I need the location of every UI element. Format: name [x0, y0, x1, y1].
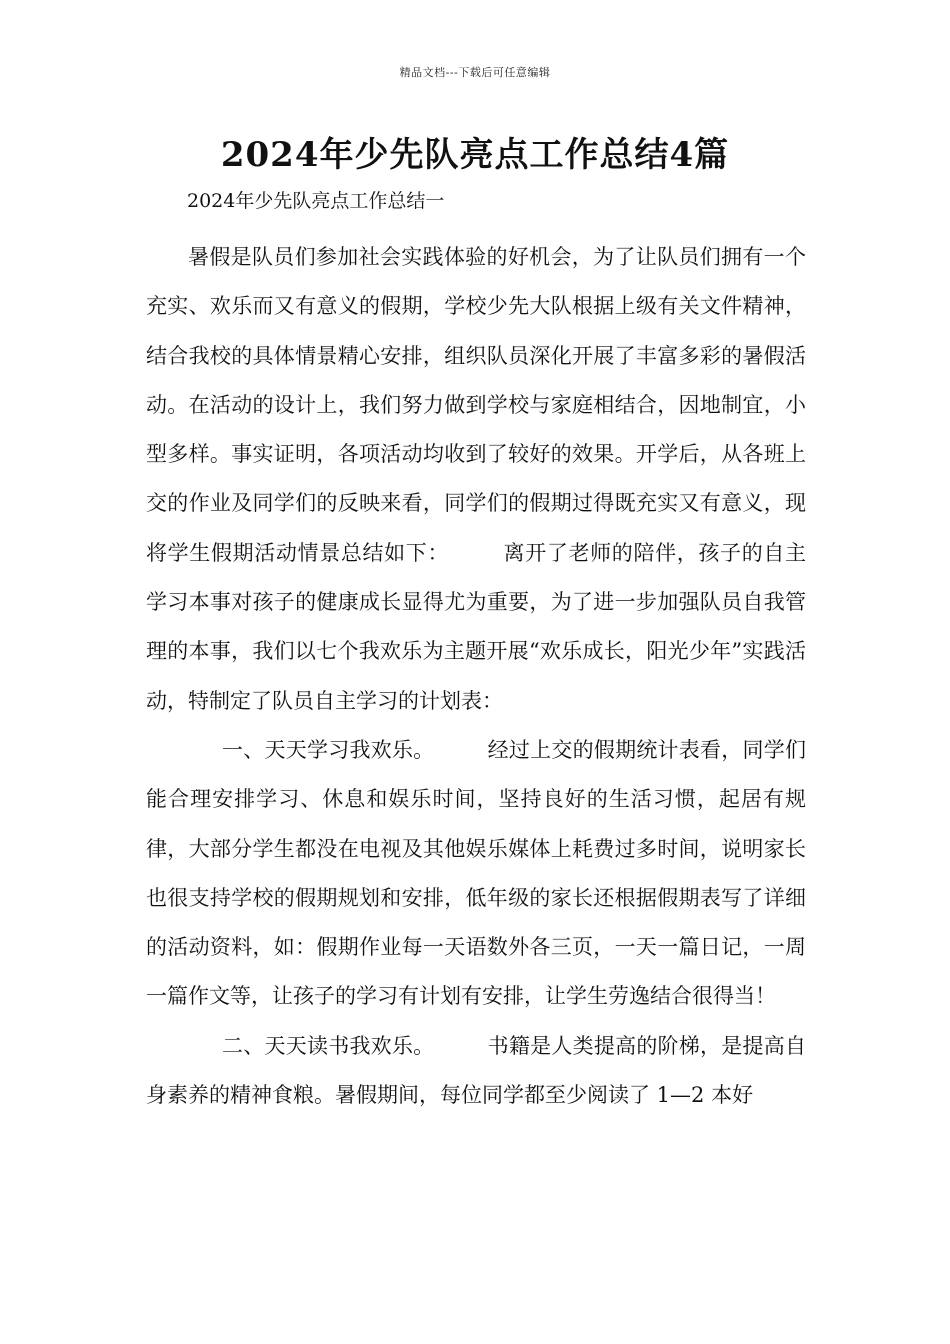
paragraph-study: 一、天天学习我欢乐。 经过上交的假期统计表看，同学们能合理安排学习、休息和娱乐时间，坚持良好的生活习惯，起居有规律，大部分学生都没在电视及其他娱乐媒体上耗费过多时间，说明家长也很支持学校的假期规划和安排，低年级的家长还根据假期表写了详细的活动资料，如：假期作业每一天语数外各三页，一天一篇日记，一周一篇作文等，让孩子的学习有计划有安排，让学生劳逸结合很得当！: [146, 737, 806, 1009]
section-subtitle: 2024年少先队亮点工作总结一: [187, 190, 445, 212]
document-title: 2024年少先队亮点工作总结4篇: [220, 135, 730, 175]
header-note: 精品文档---下载后可任意编辑: [399, 66, 551, 79]
paragraph-reading: 二、天天读书我欢乐。 书籍是人类提高的阶梯，是提高自身素养的精神食粮。暑假期间，每位同学都至少阅读了 1—2 本好: [146, 1033, 806, 1108]
body-text: [146, 233, 806, 1120]
paragraph-intro: 暑假是队员们参加社会实践体验的好机会，为了让队员们拥有一个充实、欢乐而又有意义的假期，学校少先大队根据上级有关文件精神，结合我校的具体情景精心安排，组织队员深化开展了丰富多彩的暑假活动。在活动的设计上，我们努力做到学校与家庭相结合，因地制宜，小型多样。事实证明，各项活动均收到了较好的效果。开学后，从各班上交的作业及同学们的反映来看，同学们的假期过得既充实又有意义，现将学生假期活动情景总结如下： 离开了老师的陪伴，孩子的自主学习本事对孩子的健康成长显得尤为重要，为了进一步加强队员自我管理的本事，我们以七个我欢乐为主题开展“欢乐成长，阳光少年”实践活动，特制定了队员自主学习的计划表：: [146, 245, 806, 713]
